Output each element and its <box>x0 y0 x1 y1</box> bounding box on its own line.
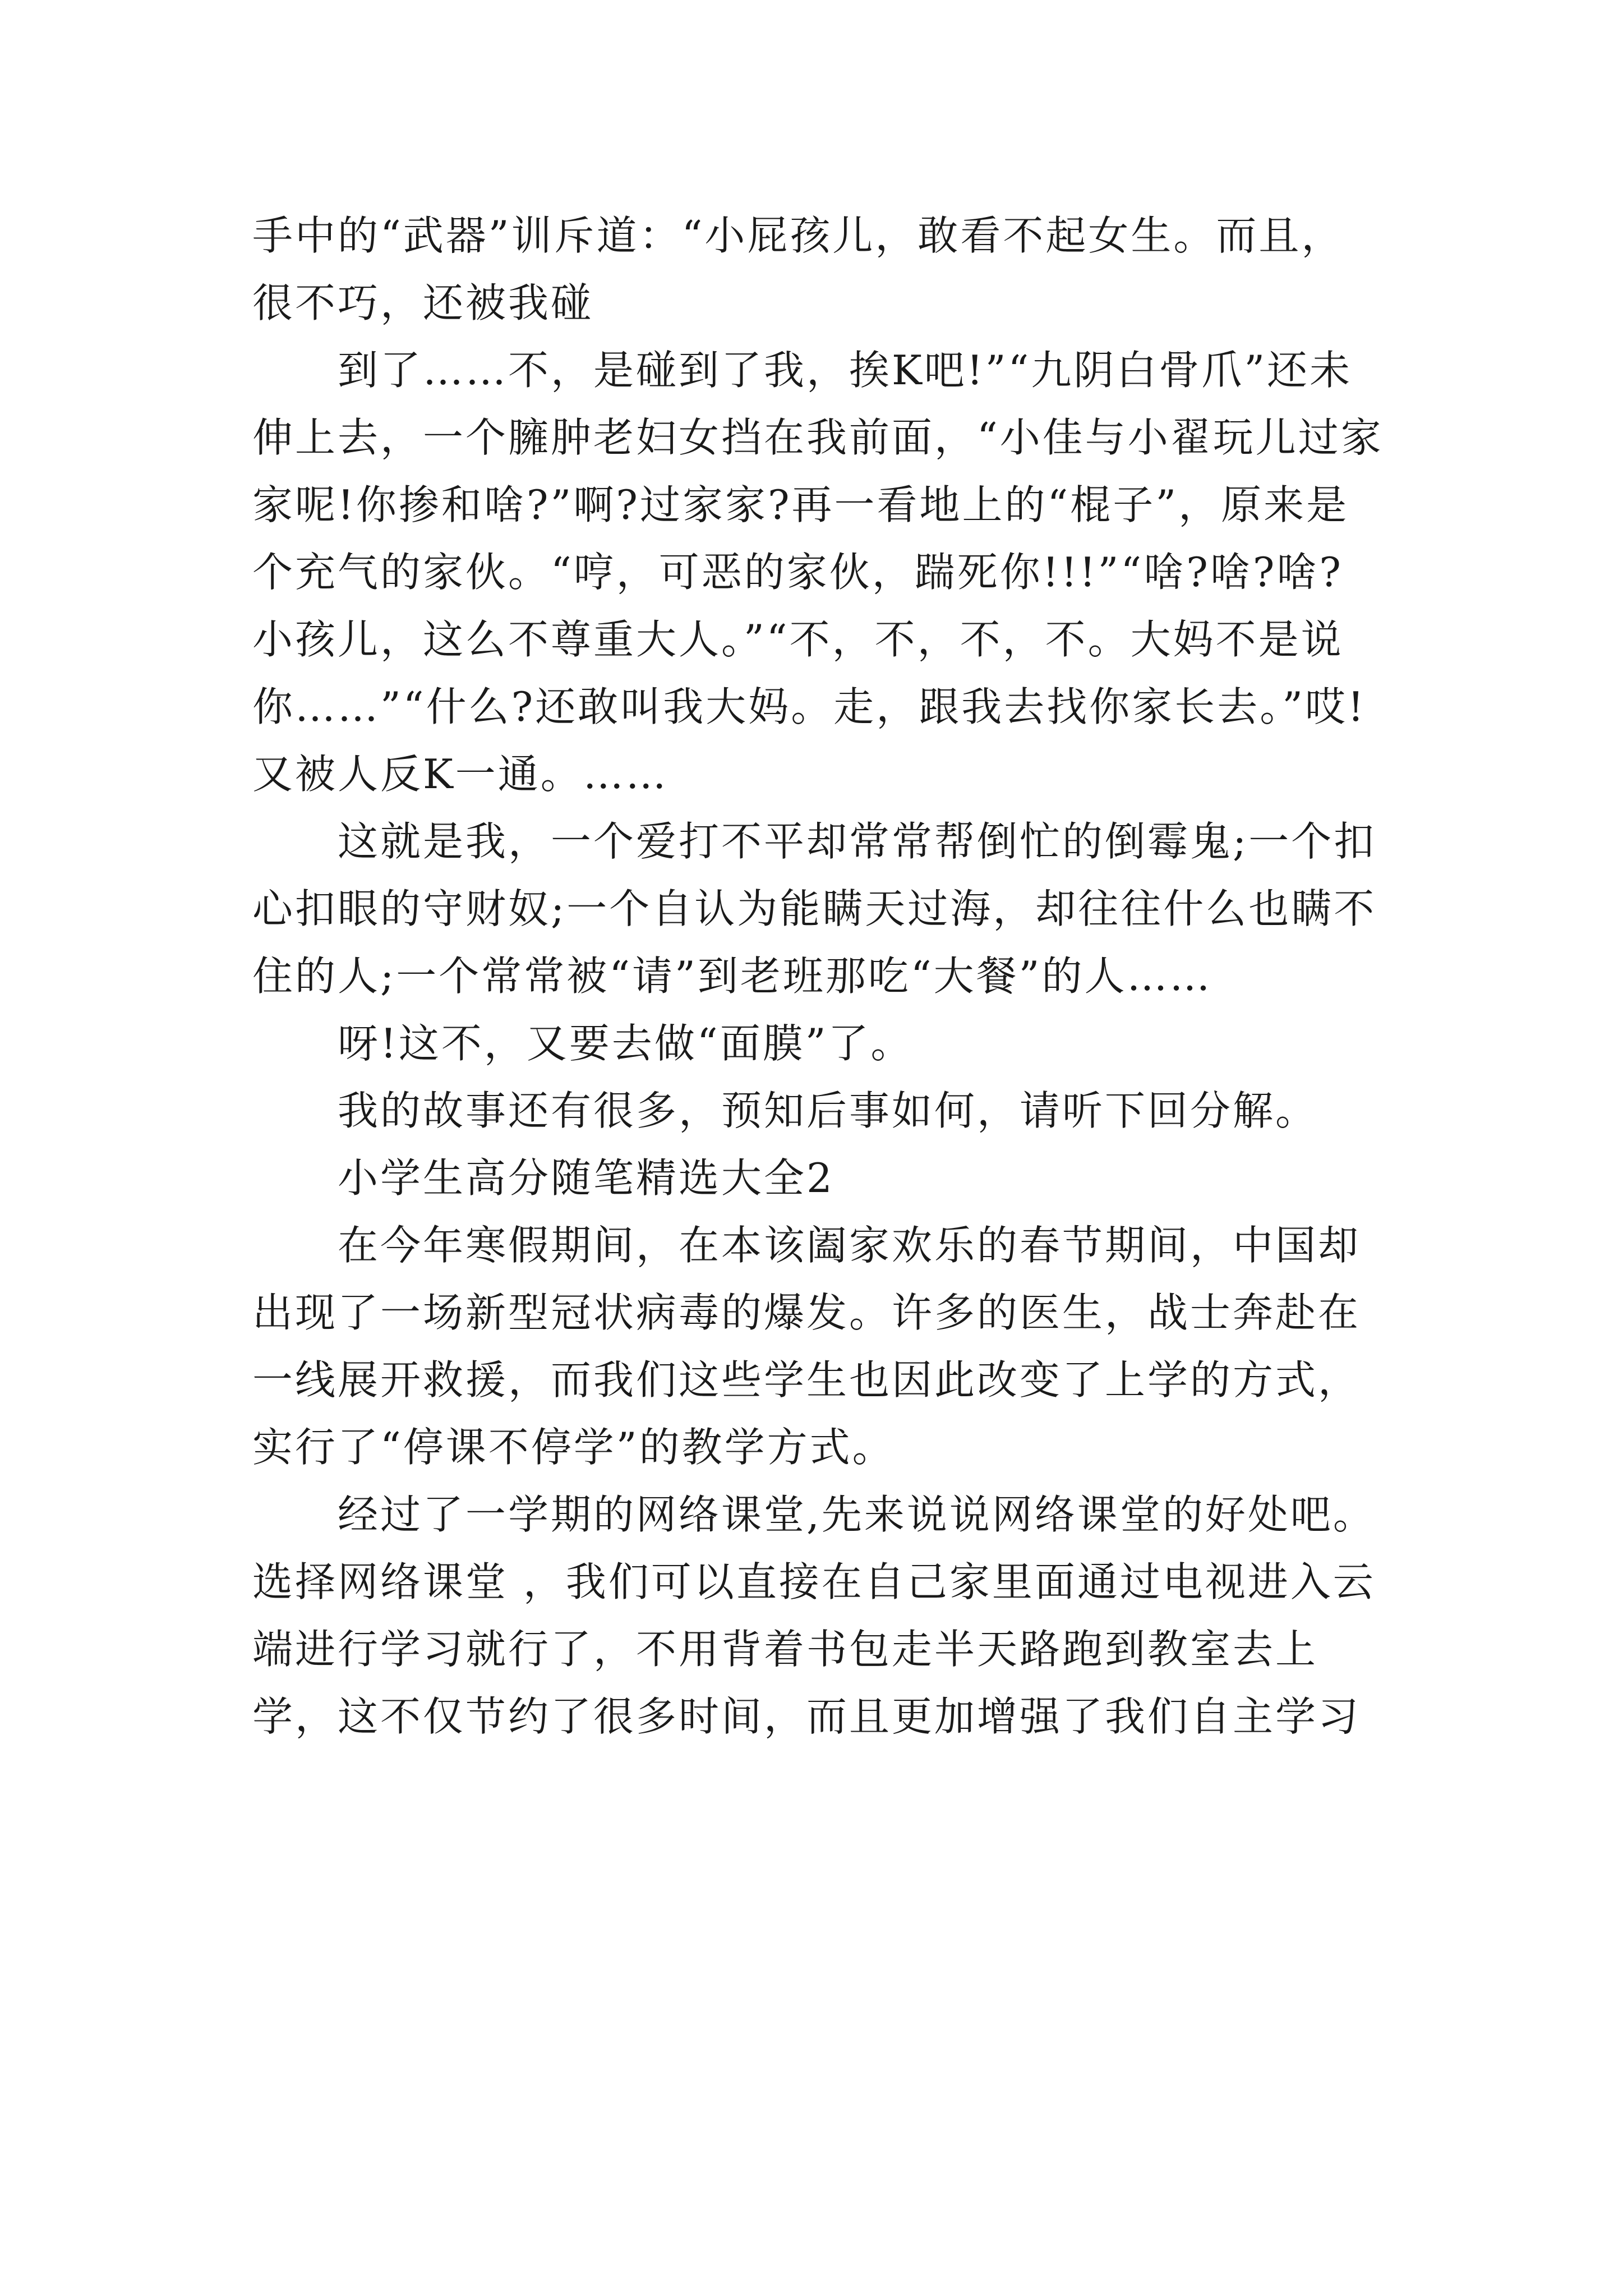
paragraph-story-ending: 我的故事还有很多，预知后事如何，请听下回分解。 <box>338 1087 1318 1134</box>
paragraph-dialogue: 到了……不，是碰到了我，挨K吧!”“九阴白骨爪”还未伸上去，一个臃肿老妇女挡在我前面，“小佳与小翟玩儿过家家呢!你掺和啥?”啊?过家家?再一看地上的“棍子”，原来是个充气的家伙。“哼，可恶的家伙，踹死你!!!”“啥?啥?啥?小孩儿，这么不尊重大人。”“不，不，不，不。大妈不是说你……”“什么?还敢叫我大妈。走，跟我去找你家长去。”哎!又被人反K一通。…… <box>252 347 1384 798</box>
paragraph-online-class: 经过了一学期的网络课堂,先来说说网络课堂的好处吧。选择网络课堂 ，我们可以直接在自己家里面通过电视进入云端进行学习就行了，不用背着书包走半天路跑到教室去上学，这不仅节约了很多时间，而且更加增强了我们自主学习 <box>252 1491 1376 1740</box>
paragraph-winter-break: 在今年寒假期间，在本该阖家欢乐的春节期间，中国却出现了一场新型冠状病毒的爆发。许多的医生，战士奔赴在一线展开救援，而我们这些学生也因此改变了上学的方式，实行了“停课不停学”的教学方式。 <box>252 1222 1361 1471</box>
paragraph-self-description: 这就是我，一个爱打不平却常常帮倒忙的倒霉鬼;一个扣心扣眼的守财奴;一个自认为能瞒天过海，却往往什么也瞒不住的人;一个常常被“请”到老班那吃“大餐”的人…… <box>252 818 1377 1000</box>
section-heading: 小学生高分随笔精选大全2 <box>338 1154 834 1202</box>
paragraph-facemask: 呀!这不，又要去做“面膜”了。 <box>338 1020 914 1067</box>
paragraph-continued: 手中的“武器”训斥道：“小屁孩儿，敢看不起女生。而且，很不巧，还被我碰 <box>252 212 1344 326</box>
document-body <box>252 202 1385 1750</box>
